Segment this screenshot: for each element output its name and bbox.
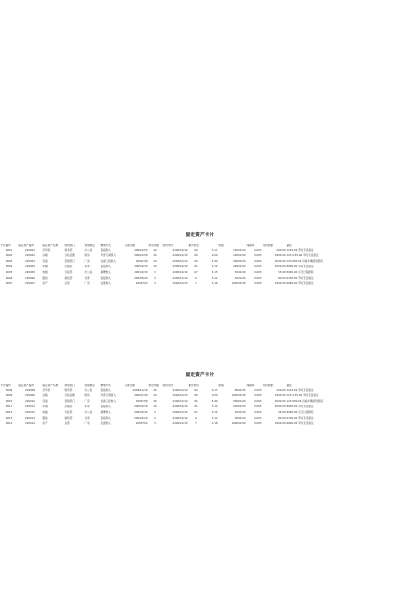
table-cell: 20 bbox=[153, 388, 157, 392]
table-cell: 3,17 bbox=[211, 248, 218, 252]
table-cell: 办公室 bbox=[84, 248, 93, 252]
header-cell: 固定资产名称 bbox=[42, 384, 59, 387]
table-cell: 0013 bbox=[5, 416, 13, 420]
table-cell: 3000.00 bbox=[234, 276, 246, 280]
table-cell: 100000.00 bbox=[231, 394, 246, 398]
table-cell: 厨房 bbox=[84, 254, 90, 258]
table-cell: 0009 bbox=[5, 394, 13, 398]
table-cell: 3 bbox=[154, 411, 156, 415]
table-cell: 100000.00 bbox=[231, 282, 246, 286]
table-cell: 220013 bbox=[25, 416, 35, 420]
table-row bbox=[0, 281, 400, 287]
table-cell: 3.18 bbox=[211, 422, 218, 426]
table-cell: 2005/5/4 bbox=[135, 422, 148, 426]
table-cell: 4.90 bbox=[211, 399, 218, 403]
table-cell: 66 bbox=[194, 254, 198, 258]
table-cell: 3 bbox=[154, 282, 156, 286]
table-cell: 20 bbox=[153, 248, 157, 252]
table-cell: 2005/5/4 bbox=[135, 282, 148, 286]
table-cell: 2004/5/20 bbox=[134, 416, 148, 420]
header-cell: 使用月份 bbox=[162, 244, 173, 247]
table-cell: 0012 bbox=[5, 411, 13, 415]
table-cell: 0.005 bbox=[254, 416, 262, 420]
table-cell: 2200/10/10 bbox=[172, 411, 188, 415]
table-cell: 3 bbox=[154, 422, 156, 426]
table-cell: 车辆 bbox=[42, 265, 48, 269]
table-cell: 1800.00 bbox=[274, 282, 286, 286]
header-cell: 使用月份 bbox=[162, 384, 173, 387]
table-cell: 0.005 bbox=[254, 388, 262, 392]
table-cell: 0002 bbox=[5, 254, 13, 258]
table-cell: 2200/10/10 bbox=[172, 248, 188, 252]
table-cell: 3 bbox=[154, 271, 156, 275]
table-cell: 123,000.00 运输车辆使用损耗 bbox=[286, 399, 323, 403]
table-cell: 60 bbox=[194, 248, 198, 252]
table-cell: 3.14 bbox=[211, 265, 218, 269]
table-cell: 仓库 bbox=[84, 276, 90, 280]
header-cell: 存放地点 bbox=[84, 384, 95, 387]
table-cell: 2000.00 bbox=[274, 405, 286, 409]
sheet-title: 固定资产卡片 bbox=[185, 233, 215, 238]
table-cell: 0.005 bbox=[254, 248, 262, 252]
table-cell: 设备 bbox=[42, 259, 48, 263]
table-cell: 0.005 bbox=[254, 399, 262, 403]
table-cell: 外部门调拨入 bbox=[100, 254, 117, 258]
table-row bbox=[0, 421, 400, 427]
table-cell: 3000.00 bbox=[234, 416, 246, 420]
header-cell: 固定资产编号 bbox=[18, 384, 35, 387]
table-cell: 总部 bbox=[64, 422, 70, 426]
table-cell: 办公室 bbox=[84, 411, 93, 415]
table-cell: 冰箱 bbox=[42, 254, 48, 258]
table-cell: 20 bbox=[153, 254, 157, 258]
table-cell: 6700.00 平时无需备注 bbox=[286, 276, 314, 280]
table-cell: 0005 bbox=[5, 271, 13, 275]
table-cell: 0008 bbox=[5, 388, 13, 392]
table-cell: 61 bbox=[194, 405, 198, 409]
table-cell: 5000.00 bbox=[234, 271, 246, 275]
header-cell: 残值率 bbox=[246, 384, 255, 387]
table-cell: 0.005 bbox=[254, 254, 262, 258]
table-cell: 1800.00 bbox=[274, 394, 286, 398]
table-cell: 0.00 bbox=[211, 394, 218, 398]
table-cell: 营销部门 bbox=[64, 259, 75, 263]
table-cell: 200.00 bbox=[276, 388, 286, 392]
table-cell: 15000.00 bbox=[233, 248, 246, 252]
table-cell: 220005 bbox=[25, 271, 35, 275]
table-cell: 财务部 bbox=[64, 388, 73, 392]
table-cell: 冰箱 bbox=[42, 394, 48, 398]
table-cell: 行政后勤 bbox=[64, 394, 75, 398]
header-cell: 折旧年限 bbox=[148, 244, 159, 247]
table-cell: 0011 bbox=[5, 405, 13, 409]
table-cell: 67 bbox=[194, 271, 198, 275]
table-cell: 捐赠转入 bbox=[100, 411, 111, 415]
table-cell: 2200/10/10 bbox=[172, 282, 188, 286]
header-cell: 原值 bbox=[218, 384, 224, 387]
header-cell: 固定资产名称 bbox=[42, 244, 59, 247]
header-cell: 备注 bbox=[286, 384, 292, 387]
table-cell: 220011 bbox=[25, 405, 35, 409]
header-cell: 月折旧额 bbox=[262, 384, 273, 387]
table-cell: 61 bbox=[194, 265, 198, 269]
table-cell: 2000.00 bbox=[274, 259, 286, 263]
table-cell: 2200/10/10 bbox=[172, 265, 188, 269]
table-cell: 123,000.00 运输车辆使用损耗 bbox=[286, 259, 323, 263]
table-cell: 2009/12/8 bbox=[134, 254, 148, 258]
table-cell: 0.005 bbox=[254, 276, 262, 280]
table-cell: 35.00 bbox=[278, 271, 286, 275]
table-cell: 8900.00 平时无需备注 bbox=[286, 265, 314, 269]
table-cell: 3.17 bbox=[211, 388, 218, 392]
table-cell: 0.00 bbox=[211, 254, 218, 258]
table-cell: 电脑 bbox=[42, 411, 48, 415]
table-cell: 50000.00 bbox=[233, 399, 246, 403]
table-cell: 在建转入 bbox=[100, 282, 111, 286]
table-cell: 厨房 bbox=[84, 394, 90, 398]
table-cell: 8000.00 bbox=[234, 388, 246, 392]
table-cell: 2003/4/30 bbox=[134, 411, 148, 415]
table-cell: 10000.00 bbox=[233, 254, 246, 258]
table-cell: 1800.00 bbox=[274, 422, 286, 426]
table-cell: 10 bbox=[153, 265, 157, 269]
header-cell: 入账日期 bbox=[124, 244, 135, 247]
table-cell: 在建工程转入 bbox=[100, 259, 117, 263]
table-cell: 1234.56 平时无需备注 bbox=[286, 248, 314, 252]
table-cell: 0.005 bbox=[254, 422, 262, 426]
table-cell: 2200/10/10 bbox=[172, 394, 188, 398]
header-cell: 备注 bbox=[286, 244, 292, 247]
table-cell: 2009/7/8 bbox=[135, 399, 148, 403]
table-cell: 2200/10/10 bbox=[172, 271, 188, 275]
header-cell: 卡片编号 bbox=[0, 244, 11, 247]
table-cell: 3.15 bbox=[211, 271, 218, 275]
table-cell: 6 bbox=[195, 276, 197, 280]
table-cell: 220004 bbox=[25, 265, 35, 269]
header-cell: 固定资产编号 bbox=[18, 244, 35, 247]
table-cell: 123,4,55.00 平时无需备注 bbox=[286, 394, 319, 398]
table-cell: 2009/12/5 bbox=[134, 248, 148, 252]
table-cell: 车库 bbox=[84, 405, 90, 409]
header-cell: 累计折旧 bbox=[188, 244, 199, 247]
table-cell: 0.005 bbox=[254, 405, 262, 409]
table-cell: 3.12 bbox=[211, 416, 218, 420]
table-cell: 20 bbox=[153, 399, 157, 403]
table-cell: 8900.00 运行过程损耗 bbox=[286, 411, 314, 415]
table-cell: 20000.00 bbox=[233, 265, 246, 269]
table-cell: 3.12 bbox=[211, 276, 218, 280]
table-cell: 0.005 bbox=[254, 282, 262, 286]
table-cell: 直接购入 bbox=[100, 416, 111, 420]
table-cell: 运输部 bbox=[64, 265, 73, 269]
table-cell: 总部 bbox=[64, 282, 70, 286]
table-cell: 直接购入 bbox=[100, 265, 111, 269]
table-cell: 0.005 bbox=[254, 394, 262, 398]
table-cell: 厂房 bbox=[84, 399, 90, 403]
table-cell: 220014 bbox=[25, 422, 35, 426]
table-cell: 2009/11/8 bbox=[134, 394, 148, 398]
asset-table bbox=[0, 244, 400, 287]
table-cell: 2005/4/30 bbox=[134, 265, 148, 269]
table-cell: 0007 bbox=[5, 282, 13, 286]
table-cell: 100000.00 bbox=[231, 422, 246, 426]
table-cell: 销售部 bbox=[64, 416, 73, 420]
table-cell: 设备 bbox=[42, 399, 48, 403]
table-cell: 220008 bbox=[25, 388, 35, 392]
table-cell: 0.005 bbox=[254, 271, 262, 275]
table-cell: 6700.00 平时无需备注 bbox=[286, 416, 314, 420]
table-cell: 2005/4/30 bbox=[134, 405, 148, 409]
table-cell: 8900.00 平时无需备注 bbox=[286, 405, 314, 409]
header-cell: 使用部门 bbox=[64, 384, 75, 387]
table-cell: 厂房 bbox=[84, 422, 90, 426]
table-cell: 10 bbox=[153, 405, 157, 409]
table-cell: 20 bbox=[153, 259, 157, 263]
table-cell: 2200/10/10 bbox=[172, 388, 188, 392]
table-cell: 2200/10/10 bbox=[172, 416, 188, 420]
table-cell: 运输部 bbox=[64, 405, 73, 409]
table-cell: 2000.00 bbox=[274, 265, 286, 269]
header-cell: 月折旧额 bbox=[262, 244, 273, 247]
table-cell: 2200/10/10 bbox=[172, 276, 188, 280]
table-cell: 打印机 bbox=[42, 248, 51, 252]
header-cell: 卡片编号 bbox=[0, 384, 11, 387]
table-cell: 厂房 bbox=[84, 282, 90, 286]
header-cell: 使用部门 bbox=[64, 244, 75, 247]
table-cell: 0001 bbox=[5, 248, 13, 252]
table-cell: 220007 bbox=[25, 282, 35, 286]
table-cell: 销售部 bbox=[64, 276, 73, 280]
sheet-title: 固定资产卡片 bbox=[185, 373, 215, 378]
table-cell: 8900.00 运行过程损耗 bbox=[286, 271, 314, 275]
table-cell: 2009/7/8 bbox=[135, 259, 148, 263]
table-cell: 6 bbox=[195, 416, 197, 420]
table-cell: 仓库 bbox=[84, 416, 90, 420]
table-cell: 220002 bbox=[25, 254, 35, 258]
table-cell: 服装 bbox=[42, 416, 48, 420]
table-cell: 车辆 bbox=[42, 405, 48, 409]
table-cell: 厂房 bbox=[84, 259, 90, 263]
table-cell: 220012 bbox=[25, 411, 35, 415]
table-cell: 3 bbox=[154, 416, 156, 420]
table-cell: 3.15 bbox=[211, 411, 218, 415]
table-cell: 2200/10/10 bbox=[172, 399, 188, 403]
table-cell: 0014 bbox=[5, 422, 13, 426]
table-cell: 房产 bbox=[42, 422, 48, 426]
table-cell: 67 bbox=[194, 411, 198, 415]
table-cell: 1800.00 bbox=[274, 254, 286, 258]
table-cell: 行政后勤 bbox=[64, 254, 75, 258]
table-cell: 3 bbox=[154, 276, 156, 280]
table-cell: 2200/10/10 bbox=[172, 422, 188, 426]
table-cell: 1234.56 平时无需备注 bbox=[286, 388, 314, 392]
table-cell: 办公室 bbox=[84, 271, 93, 275]
table-cell: 服装 bbox=[42, 276, 48, 280]
table-cell: 35.00 bbox=[278, 411, 286, 415]
table-cell: 220010 bbox=[25, 399, 35, 403]
table-cell: 捐赠转入 bbox=[100, 271, 111, 275]
table-cell: 80.00 bbox=[278, 416, 286, 420]
table-cell: 0006 bbox=[5, 276, 13, 280]
table-cell: 2200/10/10 bbox=[172, 254, 188, 258]
table-cell: 2004/5/20 bbox=[134, 276, 148, 280]
header-cell: 折旧年限 bbox=[148, 384, 159, 387]
table-cell: 50000.00 bbox=[233, 259, 246, 263]
table-cell: 6800.00 平时无需备注 bbox=[286, 422, 314, 426]
table-cell: 行政部 bbox=[64, 271, 73, 275]
asset-card-section-2 bbox=[0, 372, 400, 427]
table-cell: 0003 bbox=[5, 259, 13, 263]
header-cell: 存放地点 bbox=[84, 244, 95, 247]
table-cell: 直接购入 bbox=[100, 388, 111, 392]
table-cell: 0.005 bbox=[254, 265, 262, 269]
header-cell: 原值 bbox=[218, 244, 224, 247]
asset-card-section-1 bbox=[0, 232, 400, 287]
table-cell: 2000.00 bbox=[274, 399, 286, 403]
header-cell: 累计折旧 bbox=[188, 384, 199, 387]
table-cell: 2200/10/10 bbox=[172, 259, 188, 263]
table-cell: 7 bbox=[195, 422, 197, 426]
table-cell: 2200/10/10 bbox=[172, 405, 188, 409]
table-cell: 车库 bbox=[84, 265, 90, 269]
table-cell: 0.005 bbox=[254, 411, 262, 415]
table-cell: 在建转入 bbox=[100, 422, 111, 426]
table-cell: 办公室 bbox=[84, 388, 93, 392]
table-cell: 直接购入 bbox=[100, 248, 111, 252]
asset-table bbox=[0, 384, 400, 427]
table-cell: 200.00 bbox=[276, 248, 286, 252]
table-cell: 5000.00 bbox=[234, 411, 246, 415]
header-cell: 残值率 bbox=[246, 244, 255, 247]
table-cell: 123,4,55.00 平时无需备注 bbox=[286, 254, 319, 258]
header-cell: 增加方式 bbox=[100, 384, 111, 387]
table-cell: 7 bbox=[195, 282, 197, 286]
table-cell: 打印机 bbox=[42, 388, 51, 392]
table-cell: 3.18 bbox=[211, 282, 218, 286]
table-cell: 直接购入 bbox=[100, 405, 111, 409]
table-cell: 220001 bbox=[25, 248, 35, 252]
table-cell: 60 bbox=[194, 388, 198, 392]
table-cell: 在建工程转入 bbox=[100, 399, 117, 403]
table-cell: 营销部门 bbox=[64, 399, 75, 403]
header-cell: 入账日期 bbox=[124, 384, 135, 387]
table-cell: 电脑 bbox=[42, 271, 48, 275]
table-cell: 80.00 bbox=[278, 276, 286, 280]
table-cell: 20000.00 bbox=[233, 405, 246, 409]
table-cell: 66 bbox=[194, 394, 198, 398]
table-cell: 3.14 bbox=[211, 405, 218, 409]
table-cell: 6800.00 平时无需备注 bbox=[286, 282, 314, 286]
table-cell: 0010 bbox=[5, 399, 13, 403]
table-cell: 220003 bbox=[25, 259, 35, 263]
table-cell: 2009/12/10 bbox=[132, 388, 148, 392]
table-cell: 4.90 bbox=[211, 259, 218, 263]
table-cell: 0.005 bbox=[254, 259, 262, 263]
table-cell: 直接购入 bbox=[100, 276, 111, 280]
table-cell: 220009 bbox=[25, 394, 35, 398]
table-cell: 房产 bbox=[42, 282, 48, 286]
table-cell: 0004 bbox=[5, 265, 13, 269]
table-cell: 65 bbox=[194, 259, 198, 263]
header-cell: 增加方式 bbox=[100, 244, 111, 247]
table-cell: 2003/4/30 bbox=[134, 271, 148, 275]
table-cell: 20 bbox=[153, 394, 157, 398]
table-cell: 外部门调拨入 bbox=[100, 394, 117, 398]
table-cell: 220006 bbox=[25, 276, 35, 280]
table-cell: 财务部 bbox=[64, 248, 73, 252]
table-cell: 行政部 bbox=[64, 411, 73, 415]
table-cell: 65 bbox=[194, 399, 198, 403]
